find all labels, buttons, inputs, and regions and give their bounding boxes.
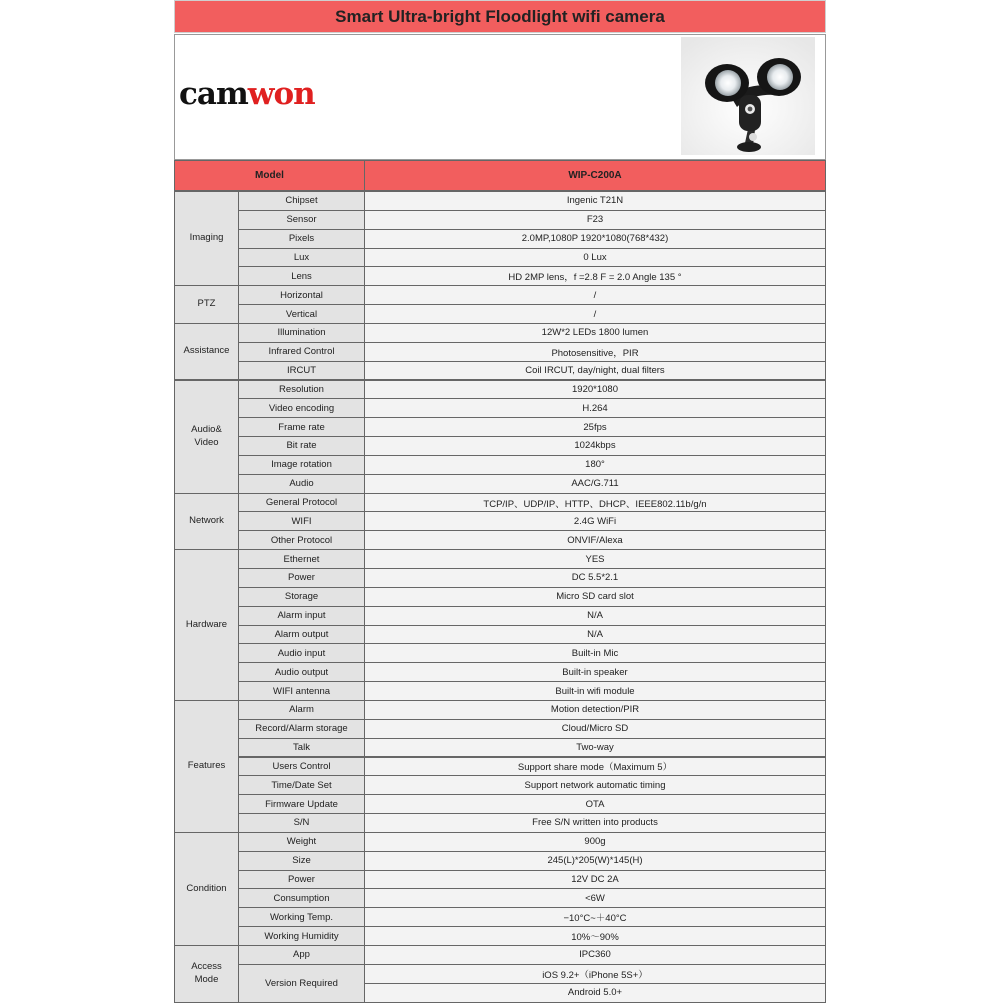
spec-row-label: Infrared Control [238, 342, 365, 362]
spec-row-label: Alarm output [238, 625, 365, 645]
spec-row-value: 180° [364, 455, 826, 475]
spec-row-value: 12W*2 LEDs 1800 lumen [364, 323, 826, 343]
spec-row-value: Two-way [364, 738, 826, 758]
spec-row-label: Frame rate [238, 417, 365, 437]
floodlight-camera-image [681, 37, 815, 155]
spec-row-value: Motion detection/PIR [364, 700, 826, 720]
spec-row-label: Version Required [238, 964, 365, 1003]
model-value: WIP-C200A [568, 170, 622, 181]
spec-row-label: Storage [238, 587, 365, 607]
spec-row-value: 245(L)*205(W)*145(H) [364, 851, 826, 871]
page-title: Smart Ultra-bright Floodlight wifi camera [174, 0, 826, 33]
spec-row-value: / [364, 304, 826, 324]
spec-row-value: 25fps [364, 417, 826, 437]
spec-row-label: Illumination [238, 323, 365, 343]
spec-group-label: Condition [174, 832, 239, 946]
spec-row-value: 1024kbps [364, 436, 826, 456]
spec-row-value: −10°C~＋40°C [364, 907, 826, 927]
brand-area [174, 34, 826, 160]
spec-row-value: 0 Lux [364, 248, 826, 268]
brand-logo: camwon [179, 76, 315, 112]
spec-row-value: <6W [364, 888, 826, 908]
spec-row-label: Image rotation [238, 455, 365, 475]
spec-row-value: Built-in speaker [364, 662, 826, 682]
spec-row-value: YES [364, 549, 826, 569]
spec-row-value: DC 5.5*2.1 [364, 568, 826, 588]
spec-row-label: Sensor [238, 210, 365, 230]
spec-sheet [174, 0, 826, 1000]
spec-row-value: N/A [364, 625, 826, 645]
spec-row-label: Working Temp. [238, 907, 365, 927]
spec-row-value: 900g [364, 832, 826, 852]
spec-group-label: Network [174, 493, 239, 551]
spec-row-label: Alarm input [238, 606, 365, 626]
spec-row-value: H.264 [364, 398, 826, 418]
spec-row-label: Talk [238, 738, 365, 758]
spec-row-label: S/N [238, 813, 365, 833]
spec-row-value: HD 2MP lens，f =2.8 F = 2.0 Angle 135 ° [364, 266, 826, 286]
spec-group-label: Audio& Video [174, 380, 239, 494]
spec-group-label: Access Mode [174, 945, 239, 1003]
spec-row-label: Bit rate [238, 436, 365, 456]
spec-row-value: Coil IRCUT, day/night, dual filters [364, 361, 826, 381]
spec-row-label: Ethernet [238, 549, 365, 569]
spec-row-label: Record/Alarm storage [238, 719, 365, 739]
spec-group-label: Assistance [174, 323, 239, 381]
spec-row-label: Power [238, 568, 365, 588]
spec-row-value: AAC/G.711 [364, 474, 826, 494]
spec-row-label: Lens [238, 266, 365, 286]
spec-row-value: ONVIF/Alexa [364, 530, 826, 550]
model-header-row [174, 160, 826, 191]
spec-row-label: Resolution [238, 380, 365, 400]
spec-row-label: App [238, 945, 365, 965]
spec-row-label: Audio [238, 474, 365, 494]
spec-row-value: Micro SD card slot [364, 587, 826, 607]
spec-row-label: IRCUT [238, 361, 365, 381]
spec-row-value: Built-in wifi module [364, 681, 826, 701]
spec-row-label: Working Humidity [238, 926, 365, 946]
spec-row-value: 2.0MP,1080P 1920*1080(768*432) [364, 229, 826, 249]
spec-row-label: Power [238, 870, 365, 890]
spec-group-label: Hardware [174, 549, 239, 701]
spec-row-label: Weight [238, 832, 365, 852]
spec-row-label: Users Control [238, 757, 365, 777]
spec-row-value: iOS 9.2+（iPhone 5S+） [364, 964, 826, 984]
model-label: Model [175, 161, 365, 190]
spec-row-label: Size [238, 851, 365, 871]
spec-row-label: Video encoding [238, 398, 365, 418]
spec-row-value: IPC360 [364, 945, 826, 965]
spec-row-label: Time/Date Set [238, 775, 365, 795]
spec-row-label: Chipset [238, 191, 365, 211]
spec-row-value: OTA [364, 794, 826, 814]
spec-row-label: WIFI antenna [238, 681, 365, 701]
spec-row-value: 10%～90% [364, 926, 826, 946]
spec-row-value: TCP/IP、UDP/IP、HTTP、DHCP、IEEE802.11b/g/n [364, 493, 826, 513]
spec-row-label: Consumption [238, 888, 365, 908]
spec-row-value: Free S/N written into products [364, 813, 826, 833]
spec-row-value: Photosensitive，PIR [364, 342, 826, 362]
spec-row-value: Ingenic T21N [364, 191, 826, 211]
spec-row-value: Cloud/Micro SD [364, 719, 826, 739]
spec-row-value: / [364, 285, 826, 305]
spec-row-value: 12V DC 2A [364, 870, 826, 890]
spec-row-label: Audio input [238, 643, 365, 663]
spec-row-label: Audio output [238, 662, 365, 682]
spec-row-value: Support share mode（Maximum 5） [364, 757, 826, 777]
spec-row-label: Pixels [238, 229, 365, 249]
spec-row-value: Built-in Mic [364, 643, 826, 663]
spec-row-label: Horizontal [238, 285, 365, 305]
spec-row-label: Firmware Update [238, 794, 365, 814]
spec-row-label: WIFI [238, 511, 365, 531]
spec-row-label: General Protocol [238, 493, 365, 513]
spec-group-label: Features [174, 700, 239, 833]
spec-row-label: Vertical [238, 304, 365, 324]
spec-row-value: 2.4G WiFi [364, 511, 826, 531]
spec-row-label: Other Protocol [238, 530, 365, 550]
spec-row-value: 1920*1080 [364, 380, 826, 400]
spec-row-value: F23 [364, 210, 826, 230]
spec-row-value: Android 5.0+ [364, 983, 826, 1003]
spec-group-label: PTZ [174, 285, 239, 324]
spec-row-value: N/A [364, 606, 826, 626]
spec-row-label: Alarm [238, 700, 365, 720]
spec-row-value: Support network automatic timing [364, 775, 826, 795]
spec-row-label: Lux [238, 248, 365, 268]
spec-group-label: Imaging [174, 191, 239, 286]
